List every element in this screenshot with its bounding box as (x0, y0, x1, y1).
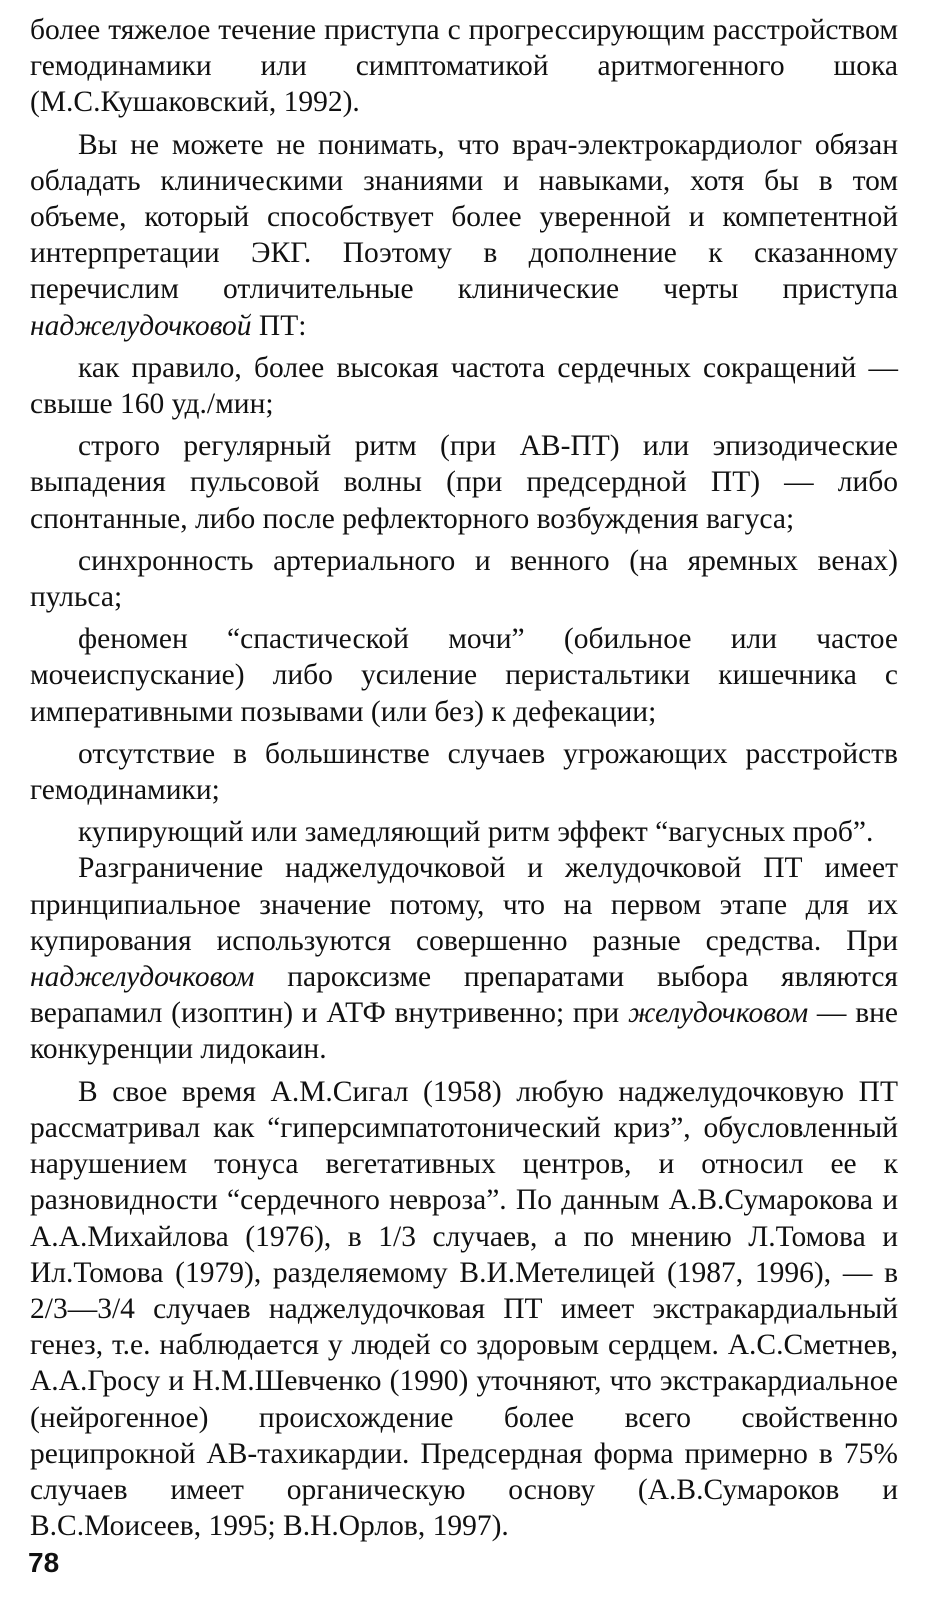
page-number: 78 (28, 1547, 60, 1578)
paragraph-continuation: более тяжелое течение приступа с прогрессирующим расстройством гемодинамики или симптоматикой аритмогенного шока (М.С.Кушаковский, 1992). (30, 14, 898, 119)
body-text (30, 12, 898, 1544)
paragraph-history: В свое время А.М.Сигал (1958) любую наджелудочковую ПТ рассматривал как “гиперсимпатотонический криз”, обусловленный нарушением тонуса вегетативных центров, и относил ее к разновидности “сердечного невроза”. По данным А.В.Сумарокова и А.А.Михайлова (1976), в 1/3 случаев, а по мнению Л.Томова и Ил.Томова (1979), разделяемому В.И.Метелицей (1987, 1996), — в 2/3—3/4 случаев наджелудочковая ПТ имеет экстракардиальный генез, т.е. наблюдается у людей со здоровым сердцем. А.С.Сметнев, А.А.Гросу и Н.М.Шевченко (1990) уточняют, что экстракардиальное (нейрогенное) происхождение более всего свойственно реципрокной АВ-тахикардии. Предсердная форма примерно в 75% случаев имеет органическую основу (А.В.Сумароков и В.С.Моисеев, 1995; В.Н.Орлов, 1997). (30, 1075, 898, 1543)
emphasis-term: желудочковом (628, 997, 809, 1030)
list-item: синхронность артериального и венного (на яремных венах) пульса; (30, 544, 898, 614)
paragraph-text: Разграничение наджелудочковой и желудочковой ПТ имеет принципиальное значение потому, что на первом этапе для их купирования используются совершенно разные средства. При (30, 852, 898, 957)
paragraph-intro-end: ПТ: (251, 309, 307, 342)
list-item: как правило, более высокая частота сердечных сокращений — свыше 160 уд./мин; (30, 351, 898, 421)
paragraph-text: пароксизме препаратами выбора являются верапамил (изоптин) и АТФ внутривенно; при (30, 961, 898, 1030)
list-item: строго регулярный ритм (при АВ-ПТ) или эпизодические выпадения пульсовой волны (при предсердной ПТ) — либо спонтанные, либо после рефлекторного возбуждения вагуса; (30, 430, 898, 535)
list-item: феномен “спастической мочи” (обильное или частое мочеиспускание) либо усиление перистальтики кишечника с императивными позывами (или без) к дефекации; (30, 623, 898, 728)
paragraph-differentiation (30, 850, 898, 1067)
emphasis-term: наджелудочковом (30, 961, 255, 994)
list-item: купирующий или замедляющий ритм эффект “вагусных проб”. (78, 816, 874, 849)
list-item: отсутствие в большинстве случаев угрожающих расстройств гемодинамики; (30, 737, 898, 807)
paragraph-text: — вне конкуренции лидокаин. (30, 997, 899, 1066)
emphasis-term: наджелудочковой (30, 309, 252, 342)
paragraph-intro (30, 127, 898, 344)
paragraph-intro-text: Вы не можете не понимать, что врач-электрокардиолог обязан обладать клиническими знаниями и навыками, хотя бы в том объеме, который способствует более уверенной и компетентной интерпретации ЭКГ. Поэтому в дополнение к сказанному перечислим отличительные клинические черты приступа (30, 128, 898, 306)
